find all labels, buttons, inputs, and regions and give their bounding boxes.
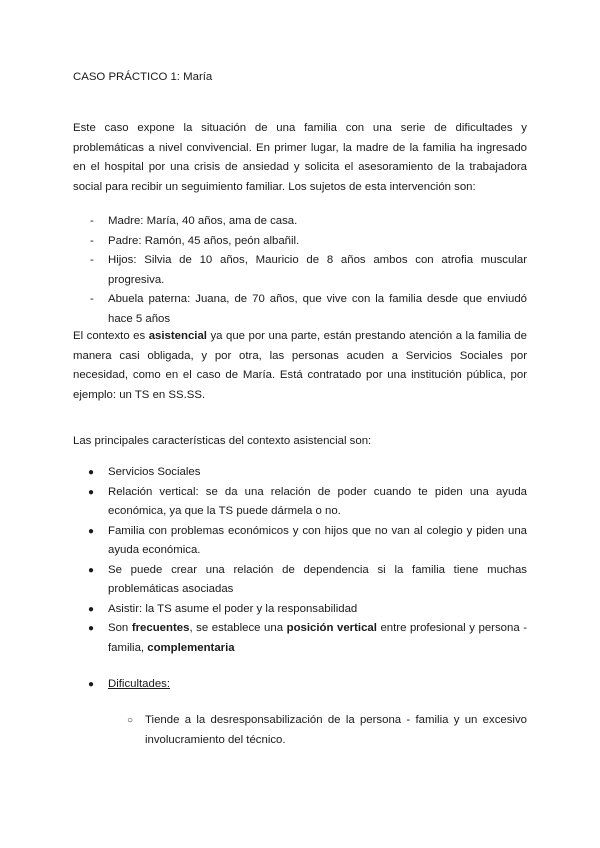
dash-marker: - [90, 215, 94, 227]
list-item: - Hijos: Silvia de 10 años, Mauricio de 8 años ambos con atrofia muscular progresiva. [73, 251, 527, 290]
bullet-marker: ● [88, 603, 95, 615]
bullet-marker: ● [88, 525, 95, 537]
bullet-marker: ● [88, 623, 95, 634]
list-item: ● Familia con problemas económicos y con hijos que no van al colegio y piden una ayuda económica. [73, 522, 527, 561]
difficulties-list [73, 675, 527, 695]
difficulties-heading: Dificultades: [108, 678, 171, 690]
list-item: ● Son frecuentes, se establece una posición vertical entre profesional y persona - familia, complementaria [73, 619, 527, 658]
intro-paragraph: Este caso expone la situación de una familia con una serie de dificultades y problemáticas a nivel convivencial. En primer lugar, la madre de la familia ha ingresado en el hospital por una crisis de ansiedad y solicita el asesoramiento de la trabajadora social para recibir un seguimiento familiar. Los sujetos de esta intervención son: [73, 122, 527, 193]
subjects-list [73, 212, 527, 329]
list-item: ● Se puede crear una relación de dependencia si la familia tiene muchas problemáticas asociadas [73, 561, 527, 600]
features-intro: Las principales características del contexto asistencial son: [73, 435, 372, 447]
list-item: ● Relación vertical: se da una relación de poder cuando te piden una ayuda económica, ya que la TS puede dármela o no. [73, 483, 527, 522]
list-item [73, 675, 527, 695]
list-item: - Madre: María, 40 años, ama de casa. [73, 212, 527, 232]
context-paragraph: El contexto es asistencial ya que por una parte, están prestando atención a la familia de manera casi obligada, y por otra, las personas acuden a Servicios Sociales por necesidad, como en el caso de María. Está contratado por una institución pública, por ejemplo: un TS en SS.SS. [73, 330, 527, 401]
list-item: ● Servicios Sociales [73, 463, 527, 483]
features-list [73, 463, 527, 658]
page-title: CASO PRÁCTICO 1: María [73, 71, 213, 83]
dash-marker: - [90, 254, 94, 266]
list-item: - Padre: Ramón, 45 años, peón albañil. [73, 232, 527, 252]
bullet-marker: ● [88, 564, 95, 576]
list-item: ● Asistir: la TS asume el poder y la responsabilidad [73, 600, 527, 620]
dash-marker: - [90, 293, 94, 305]
bullet-marker: ● [88, 486, 95, 498]
ring-marker: ○ [127, 715, 134, 726]
bullet-marker: ● [88, 467, 95, 478]
list-item: ○ Tiende a la desresponsabilización de la persona - familia y un excesivo involucramiento del técnico. [127, 711, 527, 750]
list-item: - Abuela paterna: Juana, de 70 años, que vive con la familia desde que enviudó hace 5 años [73, 290, 527, 329]
difficulties-sublist [127, 711, 527, 750]
dash-marker: - [90, 234, 94, 247]
bullet-marker: ● [88, 679, 95, 690]
context-keyword: asistencial [148, 330, 207, 342]
